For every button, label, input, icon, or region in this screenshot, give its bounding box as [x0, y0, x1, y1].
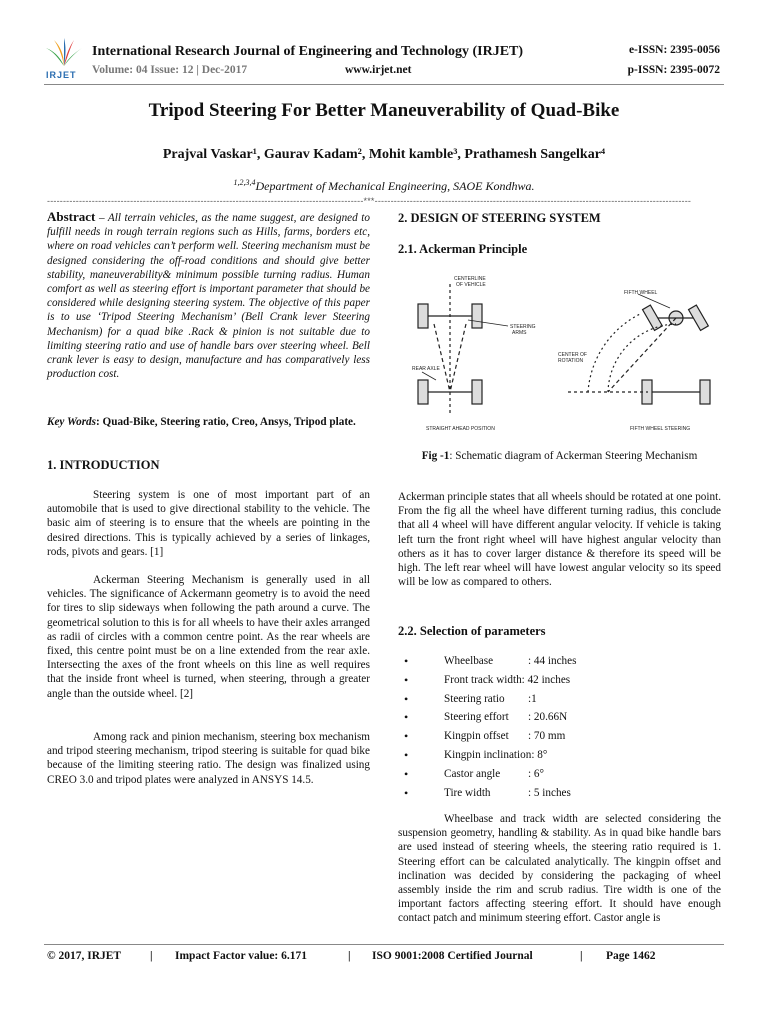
footer-sep-2: | [348, 950, 351, 962]
label-centerline: CENTERLINE [454, 276, 486, 282]
intro-heading: 1. INTRODUCTION [47, 458, 160, 472]
label-fifth-wheel-steering: FIFTH WHEEL STEERING [630, 426, 691, 432]
param-value: : 20.66N [528, 711, 568, 724]
intro-paragraph-2: Ackerman Steering Mechanism is generally used in all vehicles. The significance of Ackermann geometry is to avoid the need for tires to slip sideways when following the path around a curve. The geometrical solution to this is for all wheels to have their axles arranged as radii of circles with a common centre point. As the rear wheels are fixed, this centre point must be on a line extended from the rear axle. Intersecting the axes of the front wheels on this line as well requires that the inside front wheel is turned, when steering, through a greater angle than the outside wheel. [2] [47, 574, 370, 700]
param-item [398, 729, 721, 748]
param-value: : 5 inches [528, 786, 571, 799]
keywords-text: : Quad-Bike, Steering ratio, Creo, Ansys, Tripod plate. [96, 416, 356, 428]
param-item [398, 692, 721, 711]
param-value: : 6° [528, 767, 544, 780]
ackerman-diagram [408, 264, 720, 444]
label-fifth-wheel: FIFTH WHEEL [624, 290, 658, 296]
affiliation [0, 178, 768, 194]
authors: Prajval Vaskar¹, Gaurav Kadam², Mohit kamble³, Prathamesh Sangelkar⁴ [162, 147, 606, 162]
param-name: Front track width: 42 inches [444, 673, 571, 686]
param-name: Steering ratio [444, 692, 505, 705]
footer-page: Page 1462 [606, 950, 656, 962]
abstract [47, 210, 370, 381]
param-value: : 44 inches [528, 655, 577, 667]
parameter-list [398, 654, 721, 804]
label-steering: STEERING [510, 324, 536, 330]
param-item [398, 654, 721, 673]
keywords [47, 415, 370, 429]
footer-sep-3: | [580, 950, 583, 962]
journal-title: International Research Journal of Engineering and Technology (IRJET) [92, 44, 524, 59]
paper-title: Tripod Steering For Better Maneuverability of Quad-Bike [148, 100, 620, 121]
param-value: :1 [528, 692, 537, 705]
param-value: : 70 mm [528, 730, 566, 743]
footer-divider [44, 944, 724, 945]
parameters-paragraph: Wheelbase and track width are selected considering the suspension geometry, handling & stability. As in quad bike handle bars are used instead of steering wheels, the steering ratio required is 1. Steering effort can be calculated analytically. The kingpin offset and inclination was decided by considering the packaging of wheel assembly inside the rim and scrub radius. Tire width is one of the important factors affecting steering effort. It should have enough contact patch and minimum steering effort. Castor angle is [398, 813, 721, 925]
label-rotation: ROTATION [558, 358, 584, 364]
footer-sep-1: | [150, 950, 153, 962]
intro-paragraph-3: Among rack and pinion mechanism, steering box mechanism and tripod steering mechanism, tripod steering is suitable for quad bike because of the limiting steering ratio. The design was finalized using CREO 3.0 and tripod plates were analyzed in ANSYS 14.5. [47, 731, 370, 786]
affiliation-sup: 1,2,3,4 [233, 178, 256, 187]
footer-iso: ISO 9001:2008 Certified Journal [372, 950, 533, 962]
param-item [398, 786, 721, 805]
header-divider [44, 84, 724, 85]
param-item [398, 710, 721, 729]
caption-text: : Schematic diagram of Ackerman Steering Mechanism [449, 450, 698, 462]
separator: ---------------------------------------------------------------------------------------------------***--------------------------------------------------------------------------------------------------- [47, 196, 692, 206]
param-item [398, 673, 721, 692]
p-issn: p-ISSN: 2395-0072 [627, 64, 720, 76]
abstract-text: – All terrain vehicles, as the name suggest, are designed to fulfill needs in rough terrain regions such as Hills, farms, borders etc, where on road vehicles can’t perform well. Steering mechanism must be designed considering the off-road conditions and should give better stability, maneuverability& minimum possible turning radius. Human comfort as well as steering effort is important parameter that should be considered while designing steering system. The objective of this paper is to use ‘Tripod Steering Mechanism’ (Bell Crank lever Steering Mechanism) for a quad bike .Rack & pinion is not suitable due to limiting steering ratio and use of handle bars over steering wheel. Bell crank lever is easy to design, manufacture and has comparatively less production cost. [47, 212, 370, 381]
logo-text: IRJET [46, 70, 77, 80]
intro-paragraph-1: Steering system is one of most important part of an automobile that is used to give directional stability to the vehicle. The basic aim of steering is to ensure that the wheels are pointing in the desired directions. This is typically achieved by a series of linkages, rods, pivots and gears. [1] [47, 489, 370, 558]
param-name: Wheelbase [444, 655, 494, 667]
label-of-vehicle: OF VEHICLE [456, 282, 486, 288]
ackerman-figure [408, 264, 720, 444]
param-name: Kingpin inclination: 8° [444, 748, 548, 761]
keywords-label: Key Words [47, 416, 96, 428]
param-name: Steering effort [444, 711, 509, 724]
label-arms: ARMS [512, 330, 527, 336]
label-straight-ahead: STRAIGHT AHEAD POSITION [426, 426, 495, 432]
caption-label: Fig -1 [421, 450, 450, 462]
param-name: Castor angle [444, 767, 501, 780]
ackerman-paragraph: Ackerman principle states that all wheels should be rotated at one point. From the fig all the wheel have different turning radius, this conclude that all 4 wheel will have different angular velocity. If vehicle is taking left turn the front right wheel will have highest angular velocity than others as it has to cover larger distance & therefore its speed will be high. The left rear wheel will have lowest angular velocity so its speed will be low as compared to others. [398, 491, 721, 589]
journal-website[interactable]: www.irjet.net [345, 64, 412, 76]
e-issn: e-ISSN: 2395-0056 [628, 44, 720, 56]
abstract-label: Abstract [47, 209, 96, 224]
section2-2-heading: 2.2. Selection of parameters [398, 624, 546, 638]
section2-1-heading: 2.1. Ackerman Principle [398, 242, 528, 256]
footer-impact: Impact Factor value: 6.171 [175, 950, 308, 962]
journal-volume: Volume: 04 Issue: 12 | Dec-2017 [92, 64, 248, 76]
label-rear-axle: REAR AXLE [412, 366, 440, 372]
footer-copyright: © 2017, IRJET [47, 950, 122, 962]
section2-heading: 2. DESIGN OF STEERING SYSTEM [398, 211, 601, 225]
param-item [398, 767, 721, 786]
param-name: Kingpin offset [444, 730, 509, 743]
param-item [398, 748, 721, 767]
figure-caption [398, 449, 721, 463]
affiliation-text: Department of Mechanical Engineering, SAOE Kondhwa. [255, 179, 535, 193]
leaf-logo-icon [44, 38, 84, 68]
label-center-of: CENTER OF [558, 352, 587, 358]
param-name: Tire width [444, 786, 491, 799]
